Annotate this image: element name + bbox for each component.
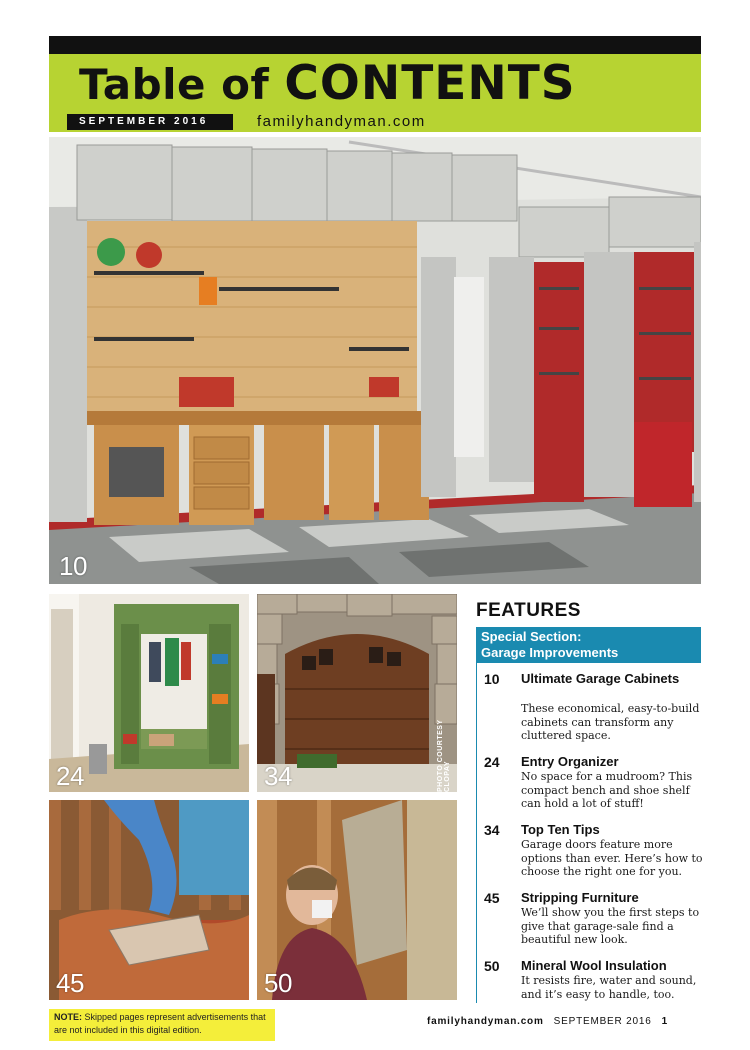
photo-page-number-10: 10 xyxy=(59,551,87,581)
feature-description: It resists fire, water and sound, and it’s easy to handle, too. xyxy=(521,974,697,1001)
feature-description: These economical, easy-to-build cabinets can transform any cluttered space. xyxy=(521,702,700,743)
photo-mineral-wool-insulation[interactable] xyxy=(257,800,457,1000)
feature-description: We’ll show you the first steps to give that garage-sale find a beautiful new look. xyxy=(521,906,700,947)
photo-garage-door[interactable] xyxy=(257,594,457,792)
feature-title[interactable]: Ultimate Garage Cabinets xyxy=(521,671,680,686)
note-text: Skipped pages represent advertisements that are not included in this digital edition. xyxy=(54,1012,266,1035)
feature-title[interactable]: Mineral Wool Insulation xyxy=(521,958,667,973)
photo-entry-organizer[interactable] xyxy=(49,594,249,792)
footer-website[interactable]: familyhandyman.com xyxy=(427,1016,544,1027)
feature-page-number: 45 xyxy=(484,890,500,906)
photo-page-number-45: 45 xyxy=(56,968,84,998)
page-footer xyxy=(427,1016,667,1027)
footer-date: SEPTEMBER 2016 xyxy=(553,1016,652,1027)
date-bar xyxy=(49,112,701,132)
title-part-1: Table of xyxy=(79,60,285,109)
feature-page-number: 10 xyxy=(484,671,500,687)
photo-garage-cabinets[interactable] xyxy=(49,137,701,584)
feature-page-number: 50 xyxy=(484,958,500,974)
page-title xyxy=(79,56,576,111)
photo-page-number-24: 24 xyxy=(56,761,84,791)
photo-credit: PHOTO COURTESY CLOPAY xyxy=(437,719,451,792)
garage-cabinets-illustration xyxy=(49,137,701,584)
special-section-divider xyxy=(476,663,477,1003)
feature-title[interactable]: Entry Organizer xyxy=(521,754,619,769)
title-banner xyxy=(49,54,701,112)
special-section-banner xyxy=(476,627,701,663)
issue-date: SEPTEMBER 2016 xyxy=(67,114,233,130)
photo-page-number-34: 34 xyxy=(264,761,292,791)
feature-title[interactable]: Top Ten Tips xyxy=(521,822,600,837)
page-number: 1 xyxy=(661,1016,668,1027)
skipped-pages-note xyxy=(49,1009,275,1041)
photo-stripping-furniture[interactable] xyxy=(49,800,249,1000)
feature-description: No space for a mudroom? This compact bench and shoe shelf can hold a lot of stuff! xyxy=(521,770,693,811)
photo-page-number-50: 50 xyxy=(264,968,292,998)
website-label[interactable]: familyhandyman.com xyxy=(257,113,426,130)
special-section-line-2: Garage Improvements xyxy=(481,645,619,660)
header-top-bar xyxy=(49,36,701,54)
features-heading: FEATURES xyxy=(476,600,581,621)
special-section-line-1: Special Section: xyxy=(481,629,582,644)
feature-title[interactable]: Stripping Furniture xyxy=(521,890,639,905)
feature-page-number: 34 xyxy=(484,822,500,838)
feature-description: Garage doors feature more options than ever. Here’s how to choose the right one for you. xyxy=(521,838,703,879)
feature-page-number: 24 xyxy=(484,754,500,770)
title-part-2: CONTENTS xyxy=(284,56,576,111)
note-label: NOTE: xyxy=(54,1012,82,1022)
